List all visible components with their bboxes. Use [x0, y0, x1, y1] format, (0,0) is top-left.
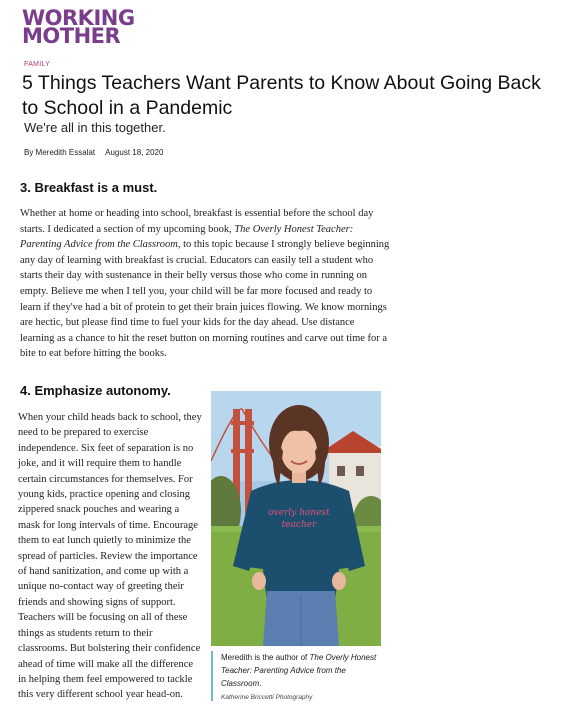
photo-caption	[211, 651, 381, 701]
section-3-text-b: , to this topic because I strongly believe beginning any day of learning with breakfast is crucial. Educators can easily tell a student who starts their day with sustenance in their belly versus those who come in running on empty. Believe me when I tell you, your child will be far more focused and ready to learn if they've had a bit of protein to get their brain juices flowing. We know mornings are hectic, but please find time to fuel your kids for the day ahead. Use distance learning as a chance to hit the reset button on morning routines and carve out time for a bite to eat before hitting the books.	[20, 239, 390, 360]
publish-date: August 18, 2020	[105, 148, 164, 157]
article-headline: 5 Things Teachers Want Parents to Know About Going Back to School in a Pandemic	[22, 72, 541, 119]
section-4-title: 4. Emphasize autonomy.	[20, 383, 171, 398]
caption-prefix: Meredith is the author of	[221, 653, 310, 662]
author-link[interactable]: By Meredith Essalat	[24, 148, 96, 157]
section-3-title: 3. Breakfast is a must.	[20, 180, 158, 195]
caption-book-title: The Overly Honest Teacher: Parenting Advice from the Classroom	[221, 653, 377, 688]
site-logo[interactable]	[22, 6, 135, 48]
shirt-text-2: teacher	[281, 520, 317, 530]
caption-suffix: .	[259, 679, 262, 688]
section-3-body	[20, 206, 390, 362]
category-link[interactable]: FAMILY	[24, 61, 51, 68]
logo-line-2: MOTHER	[22, 24, 121, 48]
section-4-body: When your child heads back to school, they need to be prepared to exercise independence. Six feet of separation is no joke, and it will require them to handle certain circumstances for themselves. For young kids, practice opening and closing zippered snack pouches and wearing a mask for long intervals of time. Encourage them to eat lunch quietly to minimize the spread of particles. Review the importance of hand sanitization, and come up with a unique no-contact way of greeting their friends and showing signs of support. Teachers will be focusing on all of these things as students return to their classrooms. But bolstering their confidence ahead of time will make all the difference in helping them feel empowered to tackle this very different school year head-on.	[18, 412, 202, 701]
byline	[24, 148, 163, 157]
book-title: The Overly Honest Teacher: Parenting Advice from the Classroom	[20, 223, 354, 251]
logo-line-1: WORKING	[22, 6, 135, 30]
section-3-text-a: Whether at home or heading into school, breakfast is essential before the school day starts. I dedicated a section of my upcoming book,	[20, 208, 374, 235]
shirt-text-1: overly honest	[268, 508, 330, 518]
author-photo	[211, 391, 381, 646]
article-subhead: We're all in this together.	[24, 120, 166, 135]
caption-text	[221, 651, 381, 690]
photo-credit: Katherine Briccetti Photography	[221, 694, 313, 701]
